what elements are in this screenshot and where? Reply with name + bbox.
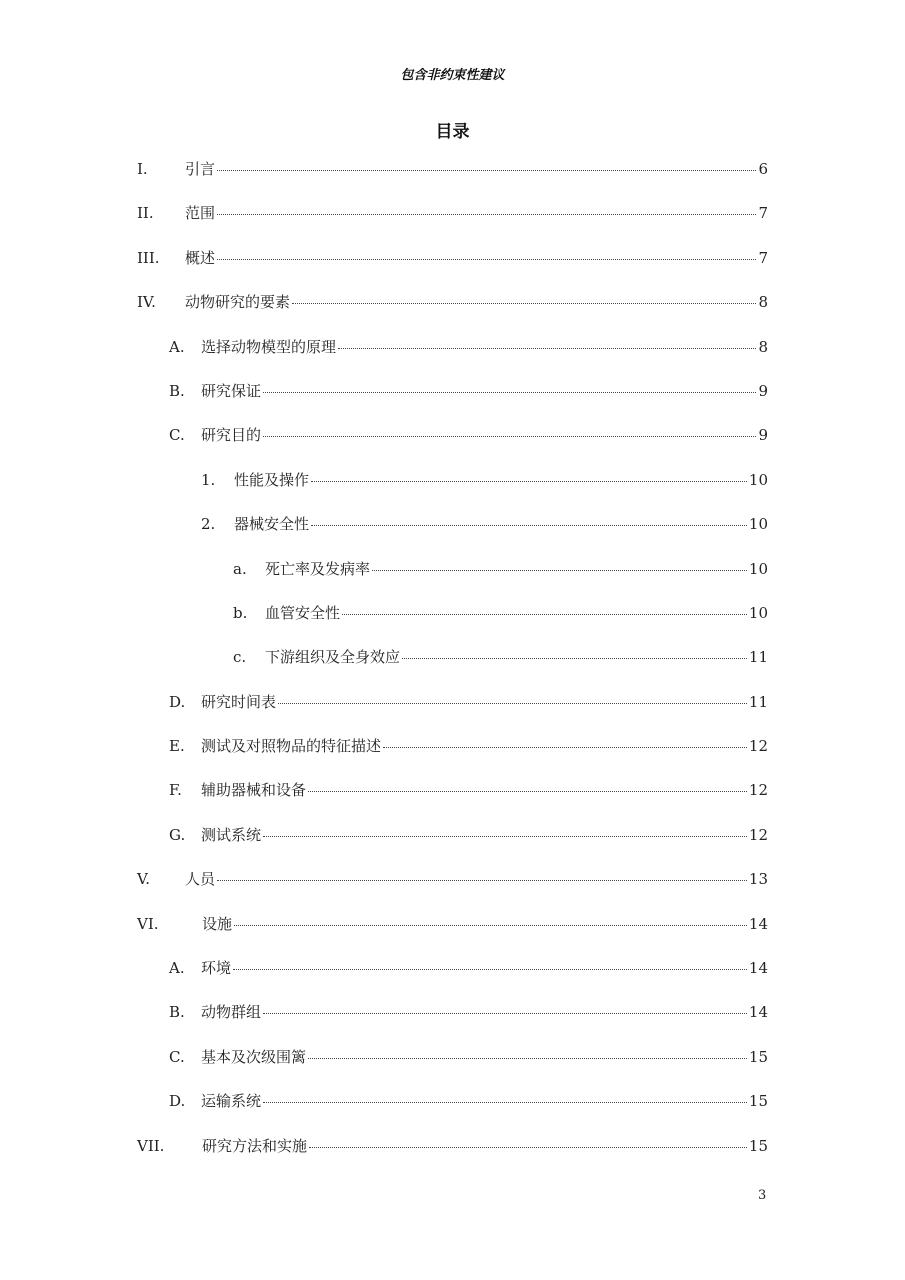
toc-entry-page: 9 [758, 381, 768, 400]
toc-entry-page: 14 [748, 914, 768, 933]
toc-entry[interactable] [137, 824, 768, 868]
toc-entry-title: 概述 [185, 248, 216, 267]
toc-entry[interactable] [137, 602, 768, 646]
toc-entry-page: 10 [748, 515, 768, 534]
toc-entry[interactable] [137, 691, 768, 735]
toc-entry-number: I. [137, 160, 148, 178]
toc-entry-title: 死亡率及发病率 [265, 559, 371, 578]
toc-dot-leader [311, 481, 747, 482]
toc-dot-leader [338, 348, 756, 349]
toc-entry-title: 人员 [185, 870, 216, 889]
toc-entry-number: C. [169, 1047, 185, 1066]
toc-entry-number: 2. [201, 515, 216, 534]
toc-entry-page: 13 [748, 870, 768, 889]
page-number: 3 [758, 1188, 767, 1203]
toc-dot-leader [263, 836, 747, 837]
toc-entry-number: VI. [137, 914, 159, 933]
toc-entry-number: B. [169, 1003, 185, 1022]
toc-entry-number: E. [169, 737, 185, 756]
toc-entry[interactable] [137, 469, 768, 513]
toc-entry-page: 12 [748, 781, 768, 800]
toc-entry[interactable] [137, 868, 768, 912]
toc-entry[interactable] [137, 1135, 768, 1179]
toc-entry[interactable] [137, 158, 768, 202]
toc-entry-title: 环境 [201, 959, 232, 978]
toc-entry[interactable] [137, 380, 768, 424]
toc-entry[interactable] [137, 247, 768, 291]
toc-entry-page: 12 [748, 825, 768, 844]
toc-entry-title: 设施 [202, 914, 233, 933]
toc-entry[interactable] [137, 291, 768, 335]
toc-entry-page: 7 [758, 204, 768, 223]
toc-title: 目录 [435, 122, 470, 142]
toc-dot-leader [308, 791, 747, 792]
toc-dot-leader [311, 525, 747, 526]
toc-entry[interactable] [137, 1001, 768, 1045]
toc-entry-page: 7 [758, 248, 768, 267]
toc-entry-number: A. [169, 959, 185, 978]
toc-entry-number: C. [169, 426, 185, 445]
toc-dot-leader [263, 1013, 747, 1014]
toc-entry-title: 引言 [185, 160, 216, 178]
toc-entry-number: IV. [137, 293, 156, 312]
toc-entry-title: 性能及操作 [234, 470, 310, 489]
toc-entry-title: 测试及对照物品的特征描述 [201, 737, 382, 756]
toc-dot-leader [233, 969, 747, 970]
toc-entry[interactable] [137, 646, 768, 690]
toc-entry[interactable] [137, 1090, 768, 1134]
toc-entry-page: 11 [748, 648, 768, 667]
toc-entry-title: 血管安全性 [265, 603, 341, 622]
toc-entry[interactable] [137, 1046, 768, 1090]
toc-entry-page: 12 [748, 737, 768, 756]
toc-dot-leader [263, 436, 756, 437]
toc-dot-leader [217, 214, 756, 215]
toc-entry[interactable] [137, 913, 768, 957]
toc-dot-leader [308, 1058, 747, 1059]
toc-dot-leader [292, 303, 756, 304]
toc-entry-page: 15 [748, 1047, 768, 1066]
toc-entry-page: 8 [758, 293, 768, 312]
toc-entry-title: 测试系统 [201, 825, 262, 844]
toc-entry[interactable] [137, 957, 768, 1001]
toc-entry[interactable] [137, 202, 768, 246]
toc-dot-leader [263, 1102, 747, 1103]
toc-entry-number: D. [169, 1092, 186, 1111]
toc-entry-page: 15 [748, 1136, 768, 1155]
toc-entry-page: 9 [758, 426, 768, 445]
toc-dot-leader [278, 703, 747, 704]
toc-entry-title: 动物研究的要素 [185, 293, 291, 312]
toc-entry-number: A. [169, 337, 185, 356]
toc-entry-title: 辅助器械和设备 [201, 781, 307, 800]
toc-entry-number: a. [233, 559, 247, 578]
toc-entry[interactable] [137, 513, 768, 557]
toc-entry-page: 10 [748, 470, 768, 489]
toc-entry-number: III. [137, 248, 160, 267]
toc-dot-leader [217, 880, 747, 881]
toc-entry-number: F. [169, 781, 182, 800]
toc-dot-leader [402, 658, 747, 659]
toc-entry-number: II. [137, 204, 154, 223]
toc-dot-leader [372, 570, 747, 571]
toc-entry-number: V. [137, 870, 150, 889]
toc-entry[interactable] [137, 424, 768, 468]
toc-entry-page: 6 [758, 160, 768, 178]
toc-dot-leader [383, 747, 747, 748]
toc-dot-leader [234, 925, 747, 926]
toc-entry[interactable] [137, 558, 768, 602]
toc-entry-page: 8 [758, 337, 768, 356]
toc-entry-title: 研究方法和实施 [202, 1136, 308, 1155]
toc-entry[interactable] [137, 735, 768, 779]
toc-entry-number: D. [169, 692, 186, 711]
toc-entry-title: 研究时间表 [201, 692, 277, 711]
toc-dot-leader [309, 1147, 747, 1148]
toc-entry-title: 基本及次级围篱 [201, 1047, 307, 1066]
toc-entry-page: 11 [748, 692, 768, 711]
toc-entry-number: 1. [201, 470, 216, 489]
toc-entry-number: B. [169, 381, 185, 400]
toc-entry-number: G. [169, 825, 186, 844]
toc-entry-title: 选择动物模型的原理 [201, 337, 337, 356]
toc-entry-title: 范围 [185, 204, 216, 223]
toc-entry[interactable] [137, 336, 768, 380]
toc-entry-title: 下游组织及全身效应 [265, 648, 401, 667]
header-note: 包含非约束性建议 [400, 68, 505, 83]
toc-entry-page: 14 [748, 959, 768, 978]
toc-dot-leader [263, 392, 756, 393]
toc-entry-title: 研究保证 [201, 381, 262, 400]
toc-entry-title: 动物群组 [201, 1003, 262, 1022]
toc-entry-page: 10 [748, 603, 768, 622]
toc-entry-page: 14 [748, 1003, 768, 1022]
table-of-contents [137, 158, 768, 1179]
toc-entry-page: 15 [748, 1092, 768, 1111]
toc-dot-leader [342, 614, 747, 615]
toc-entry-title: 研究目的 [201, 426, 262, 445]
toc-entry-number: b. [233, 603, 248, 622]
toc-entry[interactable] [137, 779, 768, 823]
toc-entry-page: 10 [748, 559, 768, 578]
toc-entry-number: c. [233, 648, 247, 667]
toc-entry-title: 器械安全性 [234, 515, 310, 534]
toc-dot-leader [217, 170, 756, 171]
toc-dot-leader [217, 259, 756, 260]
toc-entry-title: 运输系统 [201, 1092, 262, 1111]
toc-entry-number: VII. [137, 1136, 165, 1155]
